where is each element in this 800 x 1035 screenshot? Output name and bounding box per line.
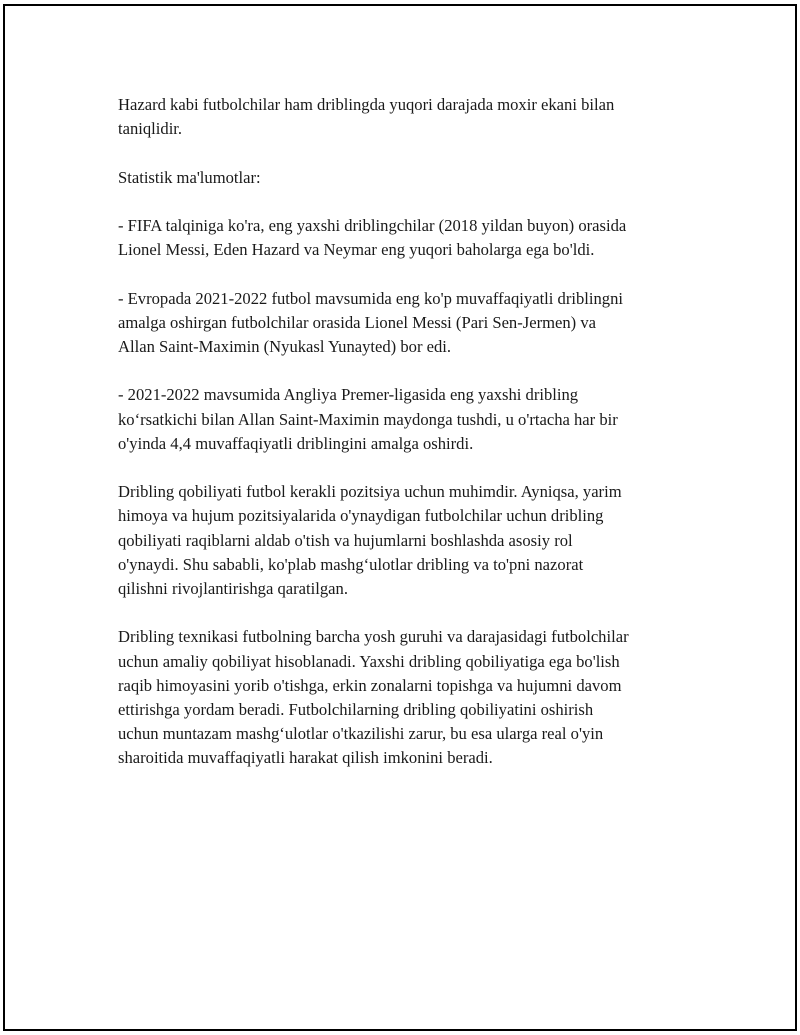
text-line: himoya va hujum pozitsiyalarida o'ynaydigan futbolchilar uchun dribling [118,506,604,526]
text-line: raqib himoyasini yorib o'tishga, erkin zonalarni topishga va hujumni davom [118,675,622,695]
paragraph-europe-bullet [118,287,698,360]
text-line: - 2021-2022 mavsumida Angliya Premer-ligasida eng yaxshi dribling [118,385,579,405]
text-line: Lionel Messi, Eden Hazard va Neymar eng yuqori baholarga ega bo'ldi. [118,240,595,260]
text-line: - Evropada 2021-2022 futbol mavsumida eng ko'p muvaffaqiyatli driblingni [118,288,624,308]
text-line: amalga oshirgan futbolchilar orasida Lionel Messi (Pari Sen-Jermen) va [118,312,597,332]
text-line: uchun amaliy qobiliyat hisoblanadi. Yaxshi dribling qobiliyatiga ega bo'lish [118,651,620,671]
text-line: o'ynaydi. Shu sababli, ko'plab mashg‘ulotlar dribling va to'pni nazorat [118,554,584,574]
text-line: Dribling texnikasi futbolning barcha yosh guruhi va darajasidagi futbolchilar [118,627,629,647]
paragraph-premier-league-bullet [118,383,698,456]
text-line: sharoitida muvaffaqiyatli harakat qilish imkonini beradi. [118,748,493,768]
paragraph-statistics-heading [118,166,698,190]
text-line: Statistik ma'lumotlar: [118,167,261,187]
text-line: ko‘rsatkichi bilan Allan Saint-Maximin maydonga tushdi, u o'rtacha har bir [118,409,618,429]
paragraph-dribbling-technique [118,625,698,770]
text-line: uchun muntazam mashg‘ulotlar o'tkazilishi zarur, bu esa ularga real o'yin [118,724,604,744]
paragraph-dribbling-importance [118,480,698,601]
paragraph-fifa-bullet [118,214,698,262]
text-line: taniqlidir. [118,119,183,139]
text-line: qobiliyati raqiblarni aldab o'tish va hujumlarni boshlashda asosiy rol [118,530,573,550]
text-line: Allan Saint-Maximin (Nyukasl Yunayted) bor edi. [118,336,452,356]
text-line: Hazard kabi futbolchilar ham driblingda yuqori darajada moxir ekani bilan [118,95,615,114]
text-line: ettirishga yordam beradi. Futbolchilarning dribling qobiliyatini oshirish [118,699,594,719]
text-line: Dribling qobiliyati futbol kerakli pozitsiya uchun muhimdir. Ayniqsa, yarim [118,482,622,502]
text-line: qilishni rivojlantirishga qaratilgan. [118,578,348,598]
text-line: o'yinda 4,4 muvaffaqiyatli driblingini amalga oshirdi. [118,433,474,453]
document-body [118,93,698,795]
paragraph-intro [118,93,698,141]
text-line: - FIFA talqiniga ko'ra, eng yaxshi driblingchilar (2018 yildan buyon) orasida [118,215,627,235]
